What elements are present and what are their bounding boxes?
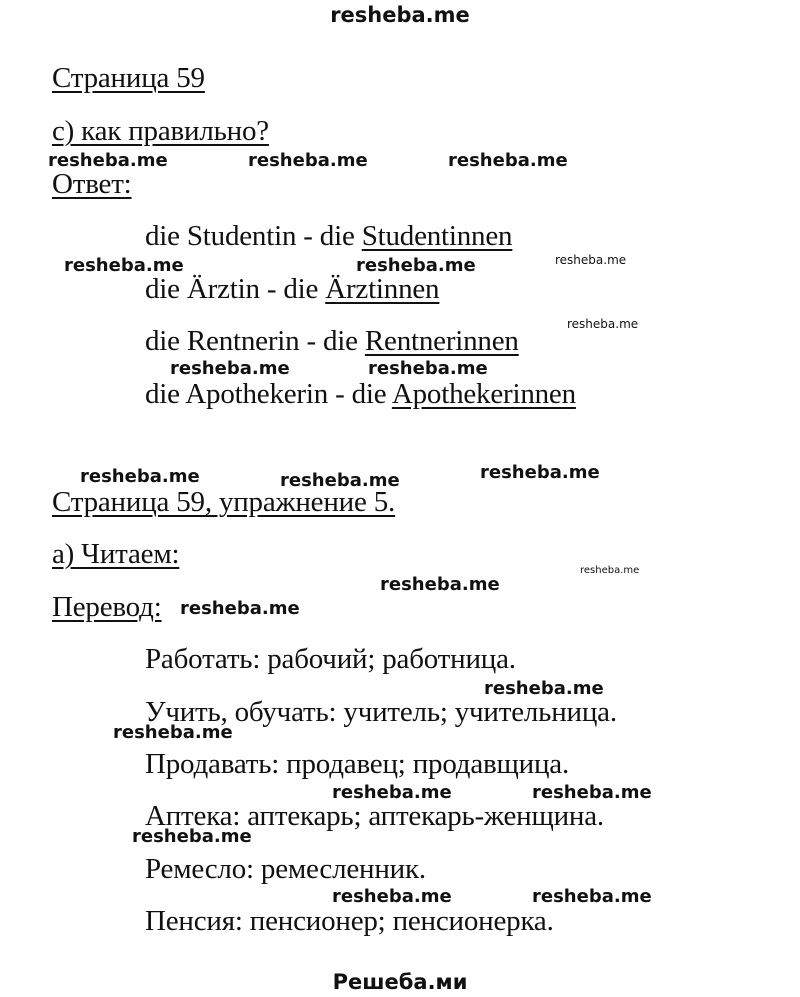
singular-form: die Rentnerin - die <box>145 325 365 357</box>
watermark: resheba.me <box>48 150 168 171</box>
site-footer: Решеба.ми <box>332 970 468 994</box>
watermark: resheba.me <box>132 826 252 847</box>
translation-line: Работать: рабочий; работница. <box>145 643 516 675</box>
watermark: resheba.me <box>532 782 652 803</box>
answer-label: Ответ: <box>52 168 132 200</box>
translation-line: Пенсия: пенсионер; пенсионерка. <box>145 905 554 937</box>
watermark: resheba.me <box>332 886 452 907</box>
translation-line: Ремесло: ремесленник. <box>145 853 426 885</box>
watermark: resheba.me <box>555 253 627 267</box>
plural-form: Ärztinnen <box>325 273 440 305</box>
watermark: resheba.me <box>248 150 368 171</box>
answer-row <box>145 327 519 356</box>
translation-line: Аптека: аптекарь; аптекарь-женщина. <box>145 800 604 832</box>
translation-line: Продавать: продавец; продавщица. <box>145 748 569 780</box>
watermark: resheba.me <box>567 317 639 331</box>
task-label: c) как правильно? <box>52 115 269 147</box>
page-heading: Страница 59 <box>52 62 205 94</box>
plural-form: Studentinnen <box>361 220 513 252</box>
watermark: resheba.me <box>64 255 184 276</box>
singular-form: die Ärztin - die <box>145 273 326 305</box>
watermark: resheba.me <box>380 574 500 595</box>
translation-line: Учить, обучать: учитель; учительница. <box>145 696 617 728</box>
plural-form: Rentnerinnen <box>364 325 519 357</box>
translation-label: Перевод: <box>52 591 162 623</box>
plural-form: Apothekerinnen <box>391 378 576 410</box>
answer-row <box>145 275 439 304</box>
watermark: resheba.me <box>170 358 290 379</box>
watermark: resheba.me <box>580 565 640 576</box>
answer-row <box>145 222 512 251</box>
watermark: resheba.me <box>180 598 300 619</box>
watermark: resheba.me <box>332 782 452 803</box>
watermark: resheba.me <box>280 470 400 491</box>
singular-form: die Apothekerin - die <box>145 378 392 410</box>
watermark: resheba.me <box>113 722 233 743</box>
site-header: resheba.me <box>330 3 470 27</box>
reading-task: a) Читаем: <box>52 538 180 570</box>
singular-form: die Studentin - die <box>145 220 362 252</box>
watermark: resheba.me <box>448 150 568 171</box>
answer-row <box>145 380 576 409</box>
watermark: resheba.me <box>484 678 604 699</box>
watermark: resheba.me <box>532 886 652 907</box>
exercise-heading: Страница 59, упражнение 5. <box>52 486 396 518</box>
watermark: resheba.me <box>356 255 476 276</box>
watermark: resheba.me <box>368 358 488 379</box>
watermark: resheba.me <box>480 462 600 483</box>
watermark: resheba.me <box>80 466 200 487</box>
